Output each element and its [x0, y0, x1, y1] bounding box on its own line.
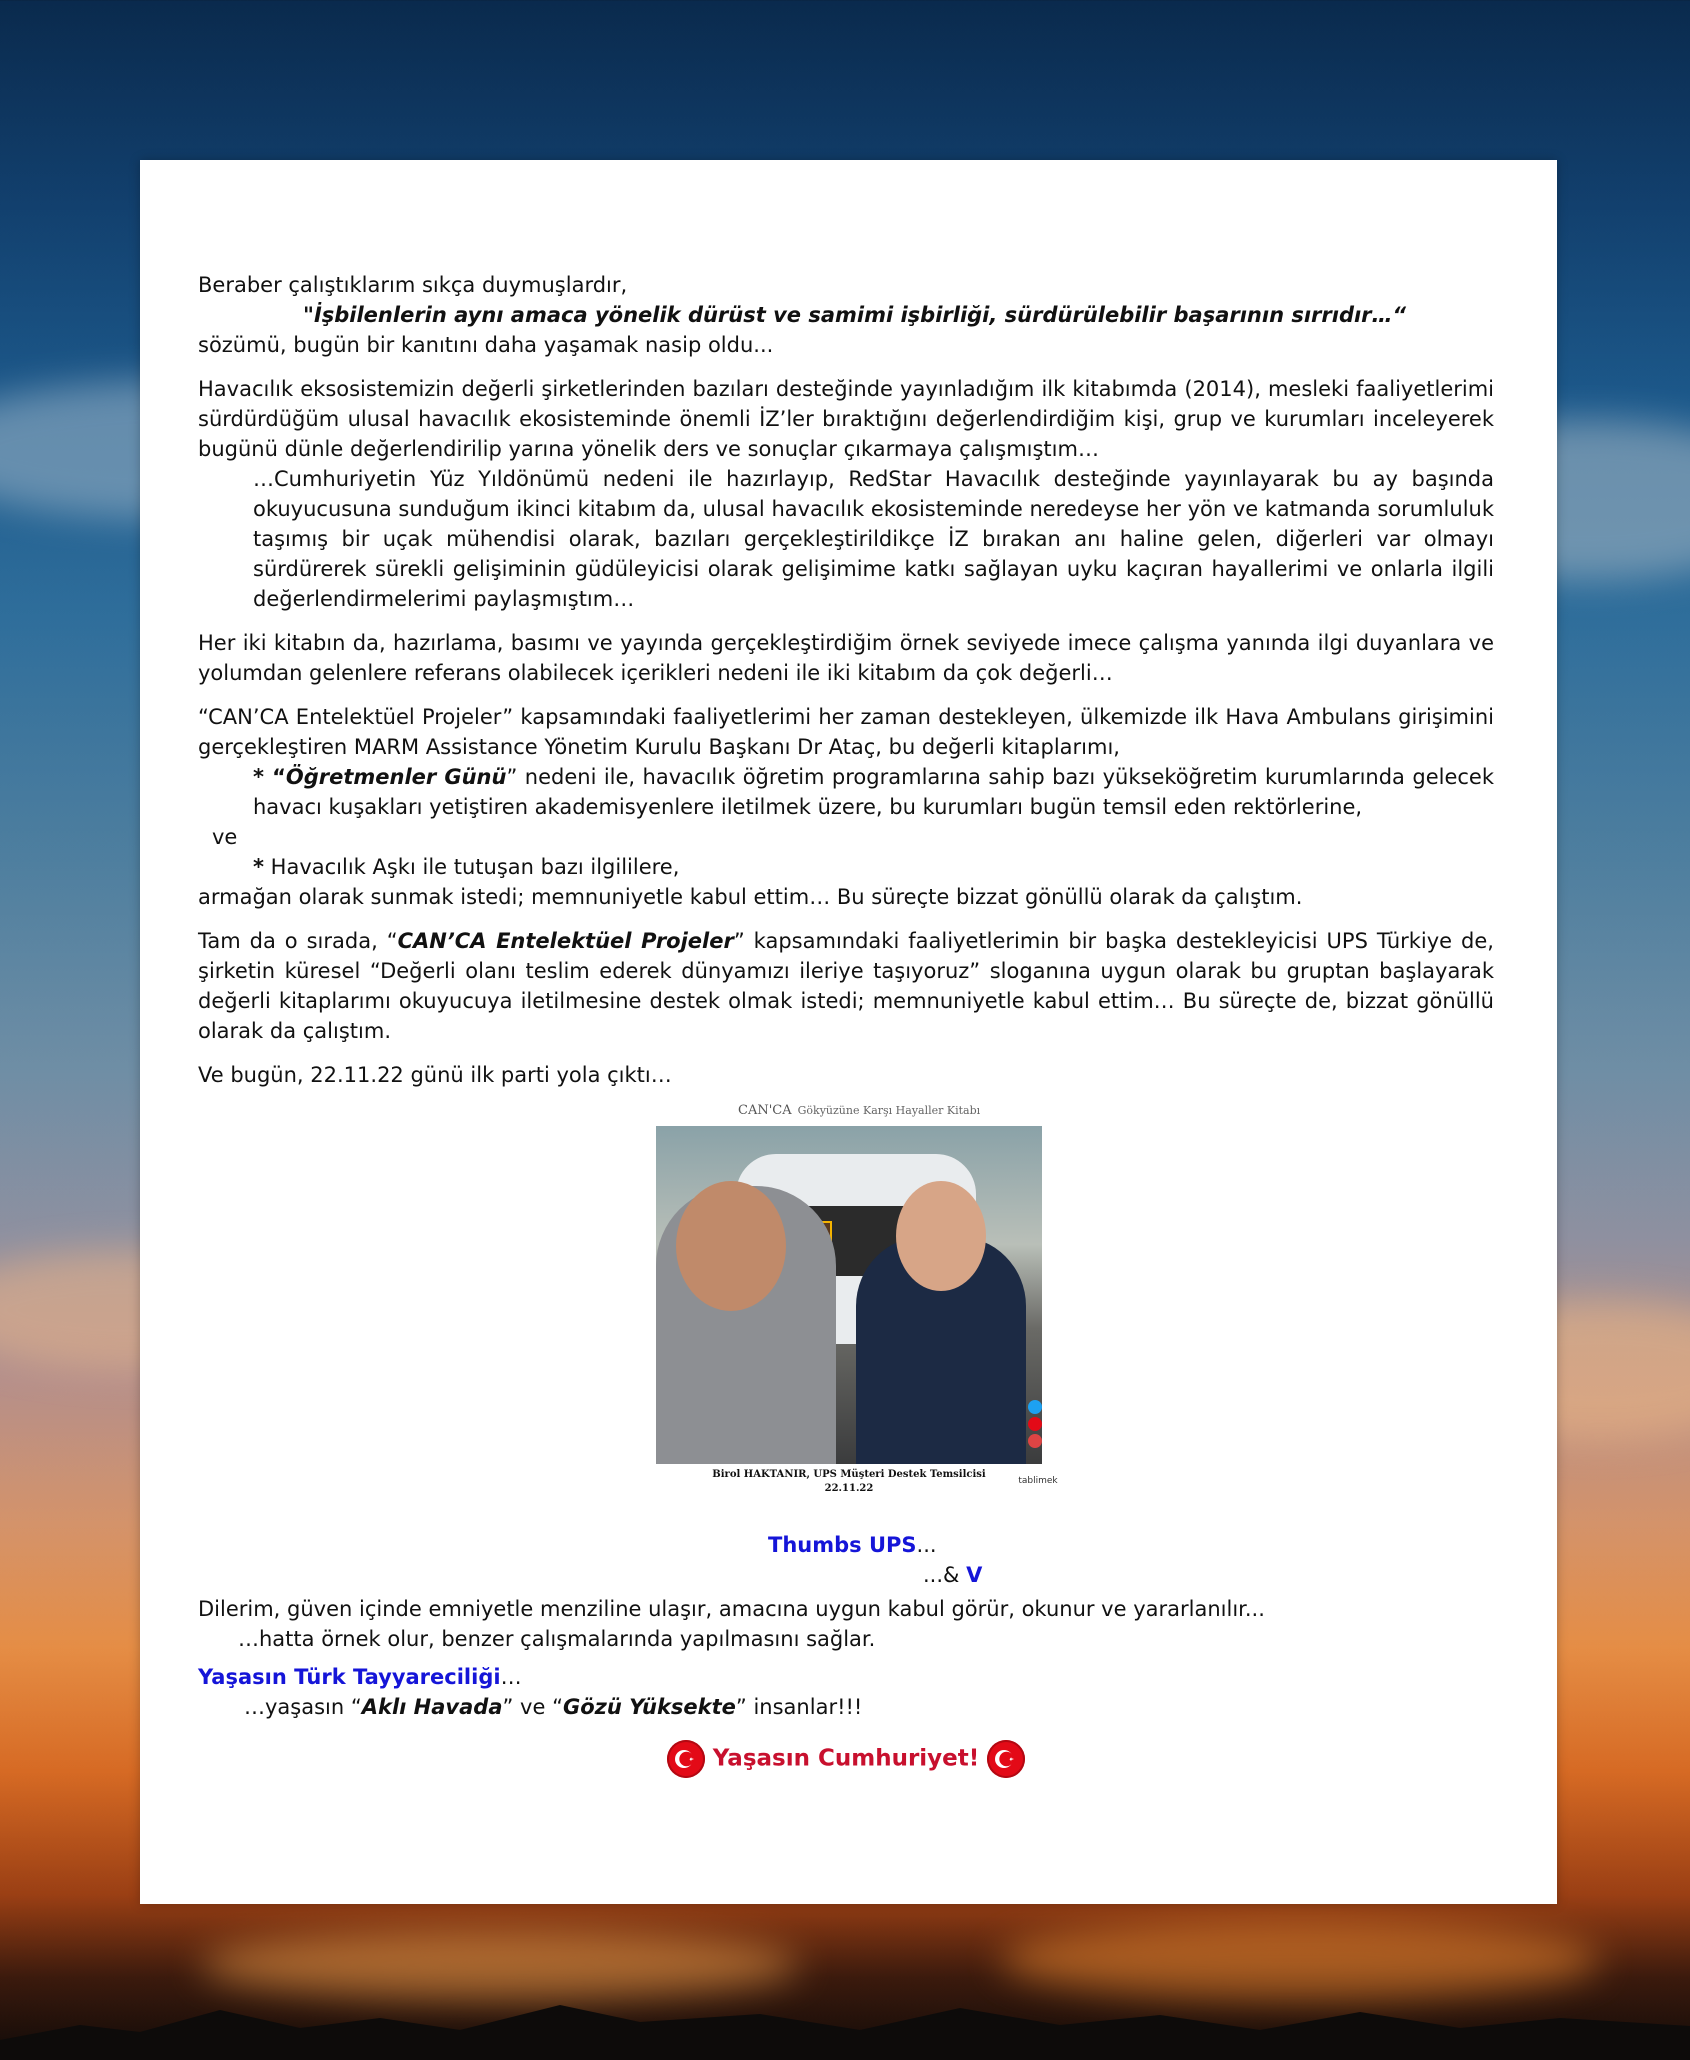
long-live-republic: Yaşasın Cumhuriyet! — [198, 1740, 1494, 1778]
circle-icon — [1028, 1434, 1042, 1448]
turkish-flag-icon — [667, 1740, 705, 1778]
thumbs-line: Thumbs UPS... — [768, 1533, 937, 1557]
play-icon — [1028, 1400, 1042, 1414]
intro-line: Beraber çalıştıklarım sıkça duymuşlardır, — [198, 273, 628, 297]
closing-example: …hatta örnek olur, benzer çalışmalarında yapılmasını sağlar. — [238, 1627, 876, 1651]
flag-icon — [1028, 1417, 1042, 1431]
bullet-teachers-day: * “Öğretmenler Günü” nedeni ile, havacılık öğretim programlarına sahip bazı yükseköğretim kurumlarında gelecek havacı kuşakları yetiştiren akademisyenlere iletilmek üzere, bu kurumları bugün temsil eden rektörlerine, — [253, 765, 1494, 819]
paragraph-first-book: Havacılık eksosistemizin değerli şirketlerinden bazıları desteğinde yayınladığım ilk kitabımda (2014), mesleki faaliyetlerimi sürdürdüğüm ulusal havacılık ekosisteminde önemli İZ’ler bıraktığını değerlendirdiğim kişi, grup ve kurumları inceleyerek bugünü dünle değerlendirilip yarına yönelik ders ve sonuçlar çıkarmaya çalışmıştım… — [198, 377, 1494, 461]
photo-block — [198, 1090, 1494, 1530]
canca-logo: CAN'CA — [738, 1103, 792, 1118]
paragraph-second-book: …Cumhuriyetin Yüz Yıldönümü nedeni ile hazırlayıp, RedStar Havacılık desteğinde yayınlayarak bu ay başında okuyucusuna sunduğum ikinci kitabım da, ulusal havacılık ekosisteminde neredeyse her yön ve katmanda sorumluluk taşımış bir uçak mühendisi olarak, bazıları gerçekleştirildikçe İZ bırakan anı haline gelen, diğerleri var olmayı sürdürerek sürekli gelişiminin güdüleyicisi olarak gelişimime katkı sağlayan uyku kaçıran hayallerimi ve onlarla ilgili değerlendirmelerimi paylaşmıştım… — [253, 467, 1494, 611]
paragraph-today: Ve bugün, 22.11.22 günü ilk parti yola çıktı… — [198, 1063, 672, 1087]
turkish-flag-icon — [987, 1740, 1025, 1778]
v-line: ...& V — [923, 1563, 983, 1587]
bullet-aviation-love: * Havacılık Aşkı ile tutuşan bazı ilgililere, — [253, 855, 680, 879]
paragraph-ups: Tam da o sırada, “CAN’CA Entelektüel Projeler” kapsamındaki faaliyetlerimin bir başka destekleyicisi UPS Türkiye de, şirketin küresel “Değerli olanı teslim ederek dünyamızı ileriye taşıyoruz” sloganına uygun olarak bu gruptan başlayarak değerli kitaplarımı okuyucuya iletilmesine destek olmak istedi; memnuniyetle kabul ettim… Bu süreçte de, bizzat gönüllü olarak da çalıştım. — [198, 929, 1494, 1043]
photo-header — [738, 1096, 1038, 1126]
paragraph-marm: “CAN’CA Entelektüel Projeler” kapsamındaki faaliyetlerimi her zaman destekleyen, ülkemizde ilk Hava Ambulans girişimini gerçekleştiren MARM Assistance Yönetim Kurulu Başkanı Dr Ataç, bu değerli kitaplarımı, — [198, 705, 1494, 759]
head-right-shape — [896, 1181, 986, 1291]
ups-photo — [656, 1126, 1042, 1464]
side-social-icons — [1028, 1400, 1046, 1451]
long-live-aviation: Yaşasın Türk Tayyareciliği… — [198, 1665, 522, 1689]
paragraph-both-books: Her iki kitabın da, hazırlama, basımı ve yayında gerçekleştirdiğim örnek seviyede imece çalışma yanında ilgi duyanlara ve yolumdan gelenlere referans olabilecek içerikleri nedeni ile iki kitabım da çok değerli… — [198, 631, 1494, 685]
mountain-silhouette — [0, 1970, 1690, 2060]
paragraph-marm-closing: armağan olarak sunmak istedi; memnuniyetle kabul ettim… Bu süreçte bizzat gönüllü olarak da çalıştım. — [198, 885, 1303, 909]
conjunction-ve: ve — [212, 825, 238, 849]
head-left-shape — [676, 1181, 786, 1311]
photo-title: Gökyüzüne Karşı Hayaller Kitabı — [797, 1104, 981, 1117]
document-page — [140, 160, 1557, 1904]
photo-caption: Birol HAKTANIR, UPS Müşteri Destek Temsilcisi 22.11.22 — [712, 1469, 986, 1494]
tablimek-logo: tablimek — [1018, 1476, 1058, 1486]
long-live-people: …yaşasın “Aklı Havada” ve “Gözü Yüksekte” insanlar!!! — [244, 1695, 863, 1719]
intro-line-end: sözümü, bugün bir kanıtını daha yaşamak nasip oldu... — [198, 333, 774, 357]
document-content — [198, 270, 1494, 1778]
intro-quote: "İşbilenlerin aynı amaca yönelik dürüst ve samimi işbirliği, sürdürülebilir başarının sırrıdır…“ — [303, 303, 1407, 327]
closing-wish: Dilerim, güven içinde emniyetle menziline ulaşır, amacına uygun kabul görür, okunur ve yararlanılır... — [198, 1597, 1265, 1621]
